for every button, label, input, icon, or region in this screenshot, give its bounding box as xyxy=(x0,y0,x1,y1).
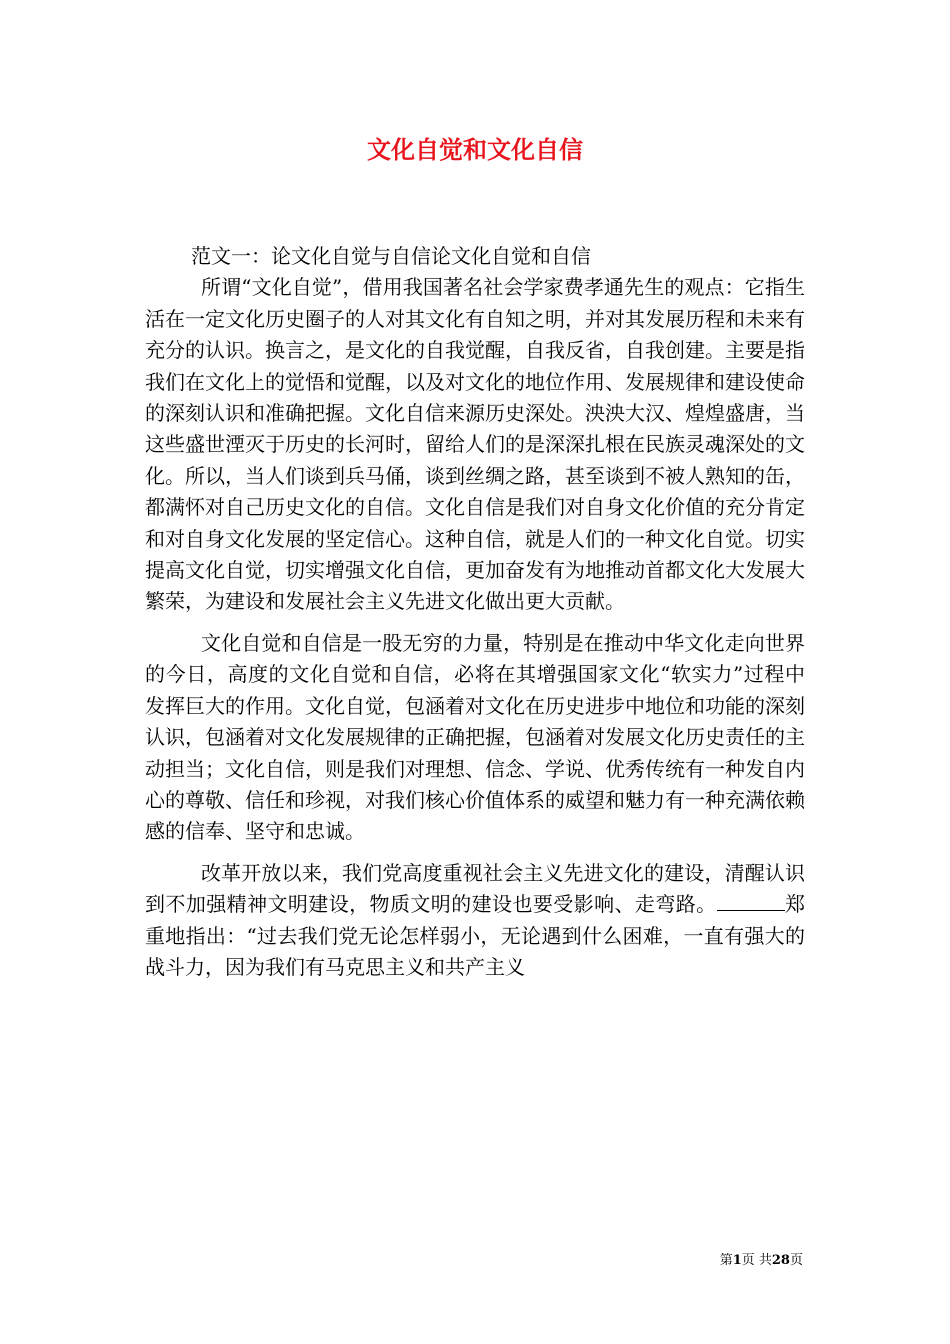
paragraph-3-part-1: 改革开放以来，我们党高度重视社会主义先进文化的建设，清醒认识到不加强精神文明建设，物质文明的建设也要受影响、走弯路。 xyxy=(145,860,805,917)
fill-in-blank xyxy=(717,892,785,911)
footer-suffix: 页 xyxy=(789,1253,803,1268)
document-body xyxy=(145,241,805,983)
paragraph-3-part-2: 郑重地指出：“过去我们党无论怎样弱小，无论遇到什么困难，一直有强大的战斗力，因为我们有马克思主义和共产主义 xyxy=(145,892,806,979)
paragraph-3 xyxy=(145,858,805,984)
footer-total-pages: 28 xyxy=(771,1253,790,1268)
footer-page-number: 1 xyxy=(732,1253,742,1268)
document-title: 文化自觉和文化自信 xyxy=(367,135,583,164)
page-footer xyxy=(0,1249,803,1268)
footer-prefix: 第 xyxy=(719,1253,733,1268)
paragraph-1: 所谓“文化自觉”，借用我国著名社会学家费孝通先生的观点：它指生活在一定文化历史圈子的人对其文化有自知之明，并对其发展历程和未来有充分的认识。换言之，是文化的自我觉醒，自我反省，自我创建。主要是指我们在文化上的觉悟和觉醒，以及对文化的地位作用、发展规律和建设使命的深刻认识和准确把握。文化自信来源历史深处。泱泱大汉、煌煌盛唐，当这些盛世湮灭于历史的长河时，留给人们的是深深扎根在民族灵魂深处的文化。所以，当人们谈到兵马俑，谈到丝绸之路，甚至谈到不被人熟知的缶，都满怀对自己历史文化的自信。文化自信是我们对自身文化价值的充分肯定和对自身文化发展的坚定信心。这种自信，就是人们的一种文化自觉。切实提高文化自觉，切实增强文化自信，更加奋发有为地推动首都文化大发展大繁荣，为建设和发展社会主义先进文化做出更大贡献。 xyxy=(145,275,805,614)
footer-middle: 页 共 xyxy=(741,1253,772,1268)
paragraph-2: 文化自觉和自信是一股无穷的力量，特别是在推动中华文化走向世界的今日，高度的文化自觉和自信，必将在其增强国家文化“软实力”过程中发挥巨大的作用。文化自觉，包涵着对文化在历史进步中地位和功能的深刻认识，包涵着对文化发展规律的正确把握，包涵着对发展文化历史责任的主动担当；文化自信，则是我们对理想、信念、学说、优秀传统有一种发自内心的尊敬、信任和珍视，对我们核心价值体系的威望和魅力有一种充满依赖感的信奉、坚守和忠诚。 xyxy=(145,630,805,844)
section-heading: 范文一：论文化自觉与自信论文化自觉和自信 xyxy=(191,244,591,268)
